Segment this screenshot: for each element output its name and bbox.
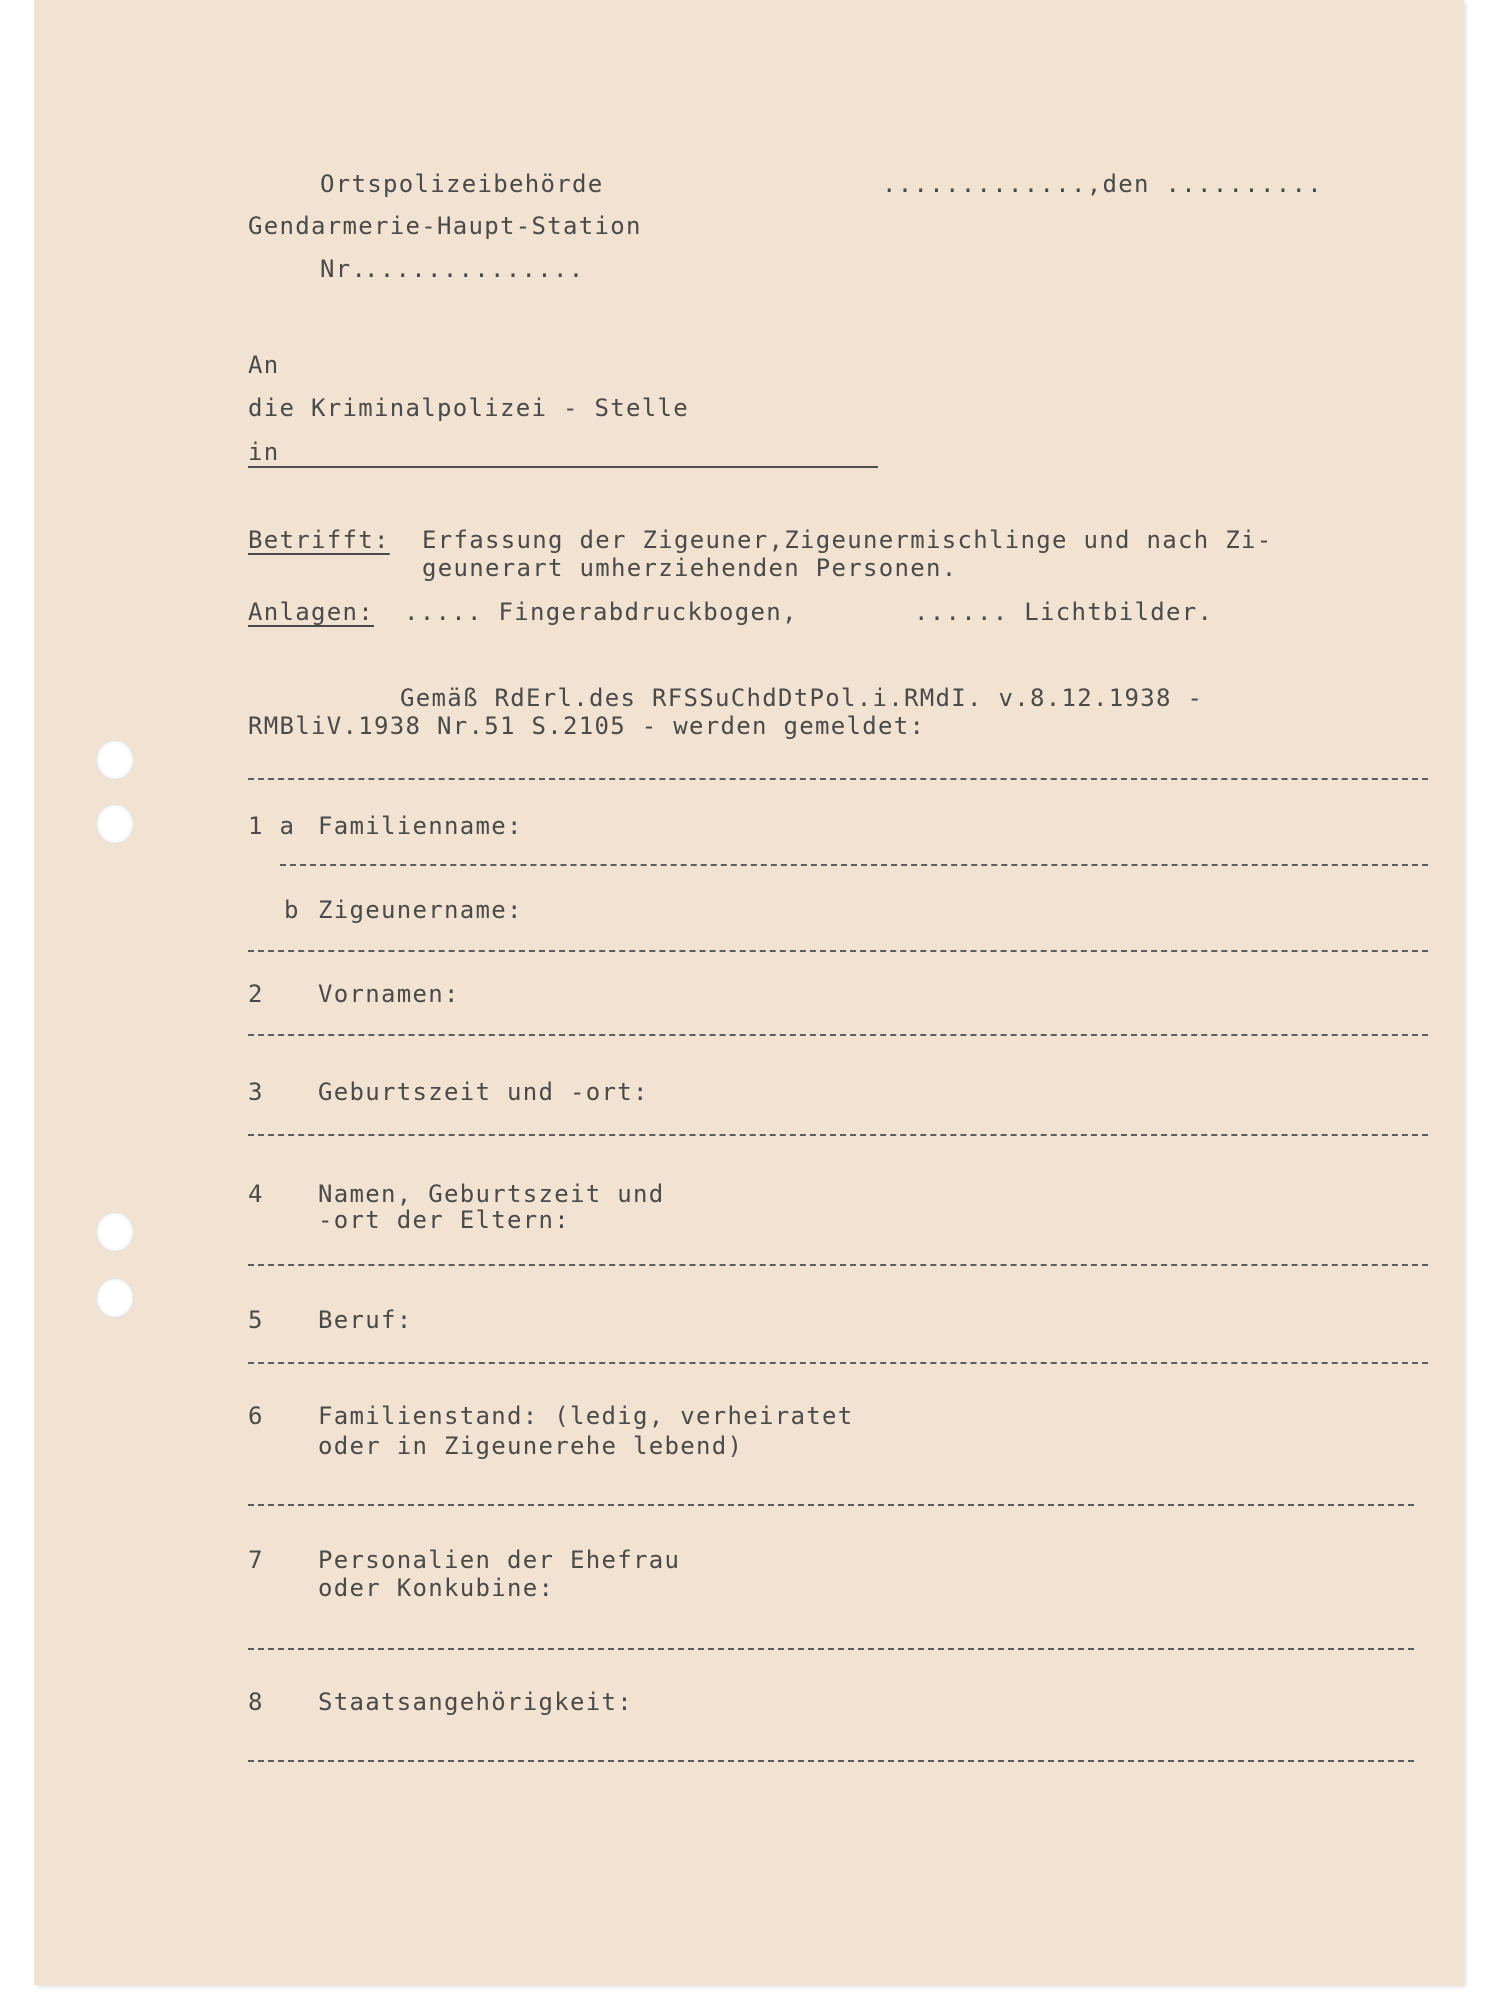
field-5-label: Beruf: <box>318 1306 413 1334</box>
punch-hole <box>96 1278 134 1318</box>
field-1b-number: b <box>284 896 300 924</box>
recipient-line-1: An <box>248 351 280 379</box>
number-dots: .............. <box>364 255 585 283</box>
field-6-line <box>248 1504 1414 1506</box>
fingerprint-attachment: ..... Fingerabdruckbogen, <box>404 598 798 626</box>
field-1b-line <box>248 950 1428 952</box>
punch-hole <box>96 740 134 780</box>
field-7-label-cont: oder Konkubine: <box>318 1574 555 1602</box>
field-8-line <box>248 1760 1414 1762</box>
decree-line-1: Gemäß RdErl.des RFSSuChdDtPol.i.RMdI. v.8.12.1938 - <box>400 684 1204 712</box>
number-field: Nr. <box>320 255 368 283</box>
field-4-label: Namen, Geburtszeit und <box>318 1180 665 1208</box>
field-2-line <box>248 1034 1428 1036</box>
recipient-place-line <box>248 466 878 468</box>
field-4-label-cont: -ort der Eltern: <box>318 1206 570 1234</box>
punch-hole <box>96 1212 134 1252</box>
field-6-number: 6 <box>248 1402 264 1430</box>
attachments-label: Anlagen: <box>248 598 374 626</box>
recipient-line-2: die Kriminalpolizei - Stelle <box>248 394 689 422</box>
field-4-number: 4 <box>248 1180 264 1208</box>
authority-line-1: Ortspolizeibehörde <box>320 170 604 198</box>
field-6-label: Familienstand: (ledig, verheiratet <box>318 1402 854 1430</box>
field-7-number: 7 <box>248 1546 264 1574</box>
subject-label: Betrifft: <box>248 526 390 554</box>
field-2-number: 2 <box>248 980 264 1008</box>
field-3-number: 3 <box>248 1078 264 1106</box>
subject-text-line-2: geunerart umherziehenden Personen. <box>422 554 958 582</box>
punch-hole <box>96 804 134 844</box>
field-1a-line <box>280 864 1428 866</box>
field-1b-label: Zigeunername: <box>318 896 523 924</box>
field-8-number: 8 <box>248 1688 264 1716</box>
photo-attachment: ...... Lichtbilder. <box>914 598 1214 626</box>
field-3-line <box>248 1134 1428 1136</box>
decree-line-2: RMBliV.1938 Nr.51 S.2105 - werden gemeldet: <box>248 712 926 740</box>
form-sheet <box>34 0 1464 1985</box>
authority-line-2: Gendarmerie-Haupt-Station <box>248 212 642 240</box>
field-3-label: Geburtszeit und -ort: <box>318 1078 649 1106</box>
field-7-line <box>248 1648 1414 1650</box>
recipient-line-3: in <box>248 438 280 466</box>
place-date-field: .............,den .......... <box>882 170 1323 198</box>
field-1a-number: 1 a <box>248 812 296 840</box>
field-2-label: Vornamen: <box>318 980 460 1008</box>
field-8-label: Staatsangehörigkeit: <box>318 1688 633 1716</box>
separator-line <box>248 778 1428 780</box>
field-4-line <box>248 1264 1428 1266</box>
field-5-line <box>248 1362 1428 1364</box>
field-1a-label: Familienname: <box>318 812 523 840</box>
subject-text-line-1: Erfassung der Zigeuner,Zigeunermischlinge und nach Zi- <box>422 526 1273 554</box>
field-6-label-cont: oder in Zigeunerehe lebend) <box>318 1432 744 1460</box>
field-7-label: Personalien der Ehefrau <box>318 1546 681 1574</box>
field-5-number: 5 <box>248 1306 264 1334</box>
